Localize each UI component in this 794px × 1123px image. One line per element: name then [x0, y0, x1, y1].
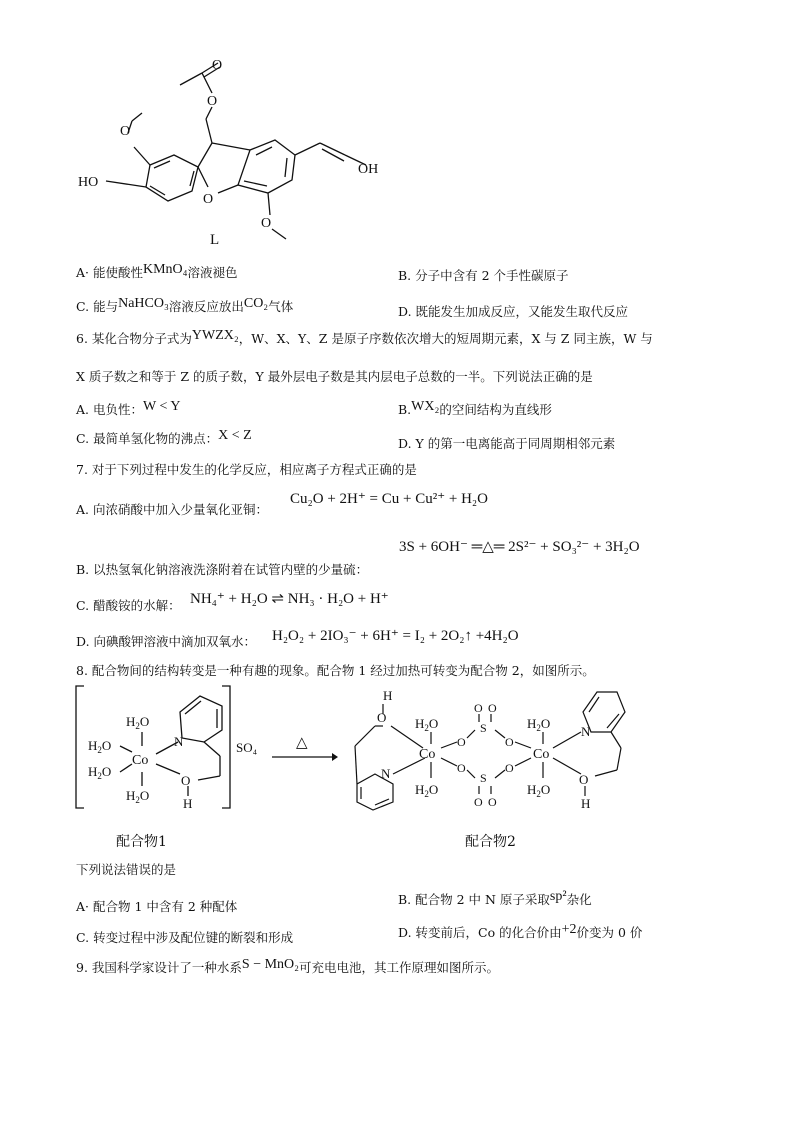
svg-text:H: H	[183, 796, 193, 811]
svg-text:O: O	[457, 735, 466, 749]
svg-text:O: O	[474, 795, 483, 809]
svg-text:O: O	[377, 710, 387, 725]
svg-text:S: S	[480, 771, 487, 785]
q7-option-d-equation: H₂O₂ + 2IO₃⁻ + 6H⁺ = I₂ + 2O₂↑ +4H₂O	[272, 628, 519, 644]
q9-stem: 9. 我国科学家设计了一种水系S − MnO₂可充电电池，其工作原理如图所示。	[76, 957, 500, 975]
q7-stem: 7. 对于下列过程中发生的化学反应，相应离子方程式正确的是	[76, 462, 417, 477]
reaction-arrow	[270, 750, 340, 764]
complex-2-label: 配合物2	[465, 834, 516, 850]
q8-option-b: B. 配合物 2 中 N 原子采取sp²杂化	[398, 889, 592, 907]
q7-option-a-text: A. 向浓硝酸中加入少量氧化亚铜：	[76, 502, 268, 517]
svg-text:O: O	[505, 735, 514, 749]
svg-text:Co: Co	[132, 753, 149, 768]
q6-stem-line1: 6. 某化合物分子式为YWZX₂，W、X、Y、Z 是原子序数依次增大的短周期元素，X 与 Z 同主族，W 与	[76, 328, 653, 346]
svg-text:H2O: $H_2O$	[126, 714, 150, 731]
svg-text:O: O	[474, 701, 483, 715]
complex-2-structure	[345, 686, 645, 811]
svg-text:N: N	[381, 766, 391, 781]
methoxy-oxygen-top: O	[120, 124, 131, 139]
carbonyl-oxygen: O	[212, 58, 223, 73]
q8-option-d: D. 转变前后，Co 的化合价由+2价变为 0 价	[398, 922, 643, 940]
q7-option-b-text: B. 以热氢氧化钠溶液洗涤附着在试管内壁的少量硫：	[76, 562, 369, 577]
svg-text:O: O	[181, 773, 191, 788]
q6-stem-line2: X 质子数之和等于 Z 的质子数，Y 最外层电子数是其内层电子总数的一半。下列说法正确的是	[76, 369, 593, 384]
svg-text:N: N	[581, 724, 591, 739]
ester-oxygen: O	[207, 94, 218, 109]
complex-1-structure	[70, 684, 280, 819]
svg-text:H2O: $H_2O$	[415, 782, 439, 799]
q7-option-b-equation: 3S + 6OH⁻ ═△═ 2S²⁻ + SO₃²⁻ + 3H₂O	[399, 539, 640, 555]
svg-text:H: H	[581, 796, 591, 811]
svg-text:H2O: $H_2O$	[527, 716, 551, 733]
q7-option-a-equation: Cu₂O + 2H⁺ = Cu + Cu²⁺ + H₂O	[290, 491, 488, 507]
molecule-L-label: L	[210, 232, 220, 248]
q6-option-c: C. 最简单氢化物的沸点：X < Z	[76, 428, 252, 446]
svg-text:O: O	[579, 772, 589, 787]
svg-text:O: O	[488, 701, 497, 715]
svg-text:H2O: $H_2O$	[126, 788, 150, 805]
svg-text:N: N	[174, 734, 184, 749]
svg-text:O: O	[505, 761, 514, 775]
hydroxyl-label: HO	[78, 175, 99, 190]
svg-text:S: S	[480, 721, 487, 735]
methoxy-oxygen-bottom: O	[261, 216, 272, 231]
q5-option-c: C. 能与NaHCO₃溶液反应放出CO₂气体	[76, 296, 294, 314]
q8-option-a: A· 配合物 1 中含有 2 种配体	[76, 899, 238, 914]
molecule-L-structure	[60, 55, 400, 250]
complex-1-label: 配合物1	[116, 834, 167, 850]
heat-symbol: △	[296, 735, 308, 751]
terminal-hydroxyl: OH	[358, 162, 379, 177]
q7-option-c-text: C. 醋酸铵的水解：	[76, 598, 181, 613]
svg-text:O: O	[457, 761, 466, 775]
svg-text:H: H	[383, 688, 393, 703]
q5-option-a: A· 能使酸性KMnO₄溶液褪色	[76, 262, 238, 280]
svg-text:O: O	[488, 795, 497, 809]
svg-text:H2O: $H_2O$	[527, 782, 551, 799]
furan-oxygen: O	[203, 192, 214, 207]
q6-option-d: D. Y 的第一电离能高于同周期相邻元素	[398, 436, 616, 451]
q5-option-b: B. 分子中含有 2 个手性碳原子	[398, 268, 569, 283]
sulfate-counterion: SO₄	[236, 740, 258, 755]
svg-text:Co: Co	[533, 747, 550, 762]
q6-option-a: A. 电负性：W < Y	[76, 399, 181, 417]
q8-option-c: C. 转变过程中涉及配位键的断裂和形成	[76, 930, 294, 945]
svg-text:H2O: $H_2O$	[88, 764, 112, 781]
q7-option-d-text: D. 向碘酸钾溶液中滴加双氧水：	[76, 634, 257, 649]
svg-text:H2O: $H_2O$	[88, 738, 112, 755]
svg-text:H2O: $H_2O$	[415, 716, 439, 733]
q8-stem: 8. 配合物间的结构转变是一种有趣的现象。配合物 1 经过加热可转变为配合物 2，如图所示。	[76, 663, 595, 678]
q6-option-b: B.WX₂的空间结构为直线形	[398, 399, 552, 417]
q5-option-d: D. 既能发生加成反应，又能发生取代反应	[398, 304, 629, 319]
svg-text:Co: Co	[419, 747, 436, 762]
q7-option-c-equation: NH₄⁺ + H₂O ⇌ NH₃ · H₂O + H⁺	[190, 591, 389, 607]
q8-question: 下列说法错误的是	[76, 862, 177, 877]
